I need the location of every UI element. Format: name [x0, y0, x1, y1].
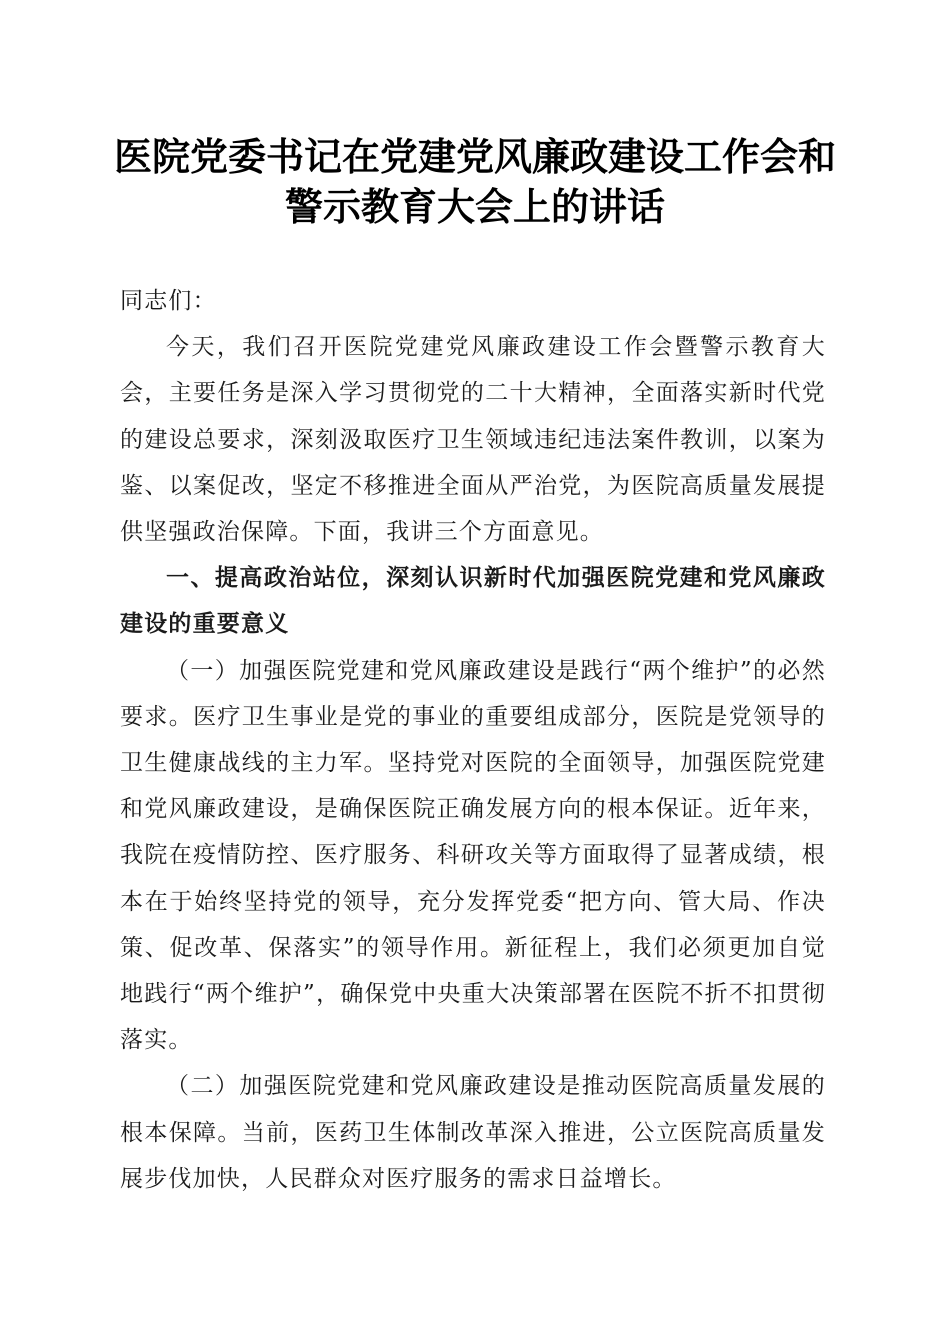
intro-paragraph: 今天，我们召开医院党建党风廉政建设工作会暨警示教育大会，主要任务是深入学习贯彻党的二十大精神，全面落实新时代党的建设总要求，深刻汲取医疗卫生领域违纪违法案件教训，以案为鉴、以案促改，坚定不移推进全面从严治党，为医院高质量发展提供坚强政治保障。下面，我讲三个方面意见。 [120, 334, 826, 546]
subsection-text-2: 当前，医药卫生体制改革深入推进，公立医院高质量发展步伐加快，人民群众对医疗服务的需求日益增长。 [120, 1119, 826, 1192]
subsection-text-1: 医疗卫生事业是党的事业的重要组成部分，医院是党领导的卫生健康战线的主力军。坚持党对医院的全面领导，加强医院党建和党风廉政建设，是确保医院正确发展方向的根本保证。近年来，我院在疫情防控、医疗服务、科研攻关等方面取得了显著成绩，根本在于始终坚持党的领导，充分发挥党委“把方向、管大局、作决策、促改革、保落实”的领导作用。新征程上，我们必须更加自觉地践行“两个维护”，确保党中央重大决策部署在医院不折不扣贯彻落实。 [120, 703, 827, 1054]
salutation: 同志们： [120, 288, 217, 314]
section-heading-1: 一、提高政治站位，深刻认识新时代加强医院党建和党风廉政建设的重要意义 [120, 565, 826, 638]
document-body [120, 278, 826, 1202]
subsection-paragraph-2 [120, 1063, 826, 1202]
subsection-paragraph-1 [120, 648, 826, 1064]
subsection-lead-2: （二）加强医院党建和党风廉政建设是推动医院高质量发展的根本保障。 [120, 1073, 826, 1146]
document-title: 医院党委书记在党建党风廉政建设工作会和警示教育大会上的讲话 [113, 134, 836, 229]
subsection-lead-1: （一）加强医院党建和党风廉政建设是践行“两个维护”的必然要求。 [120, 657, 826, 730]
